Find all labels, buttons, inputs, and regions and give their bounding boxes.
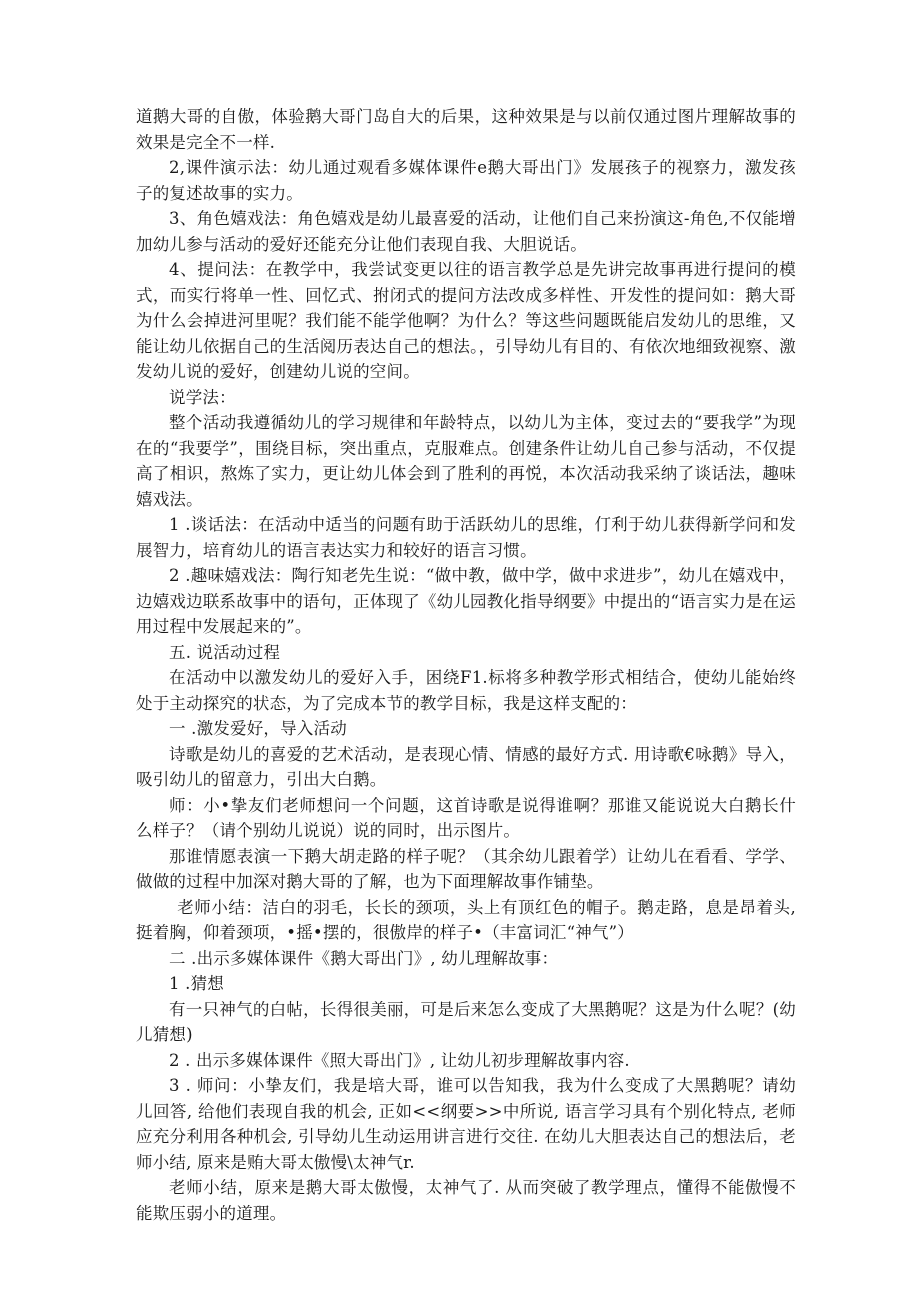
paragraph-1: 2,课件演示法：幼儿通过观看多媒体课件e鹅大哥出门》发展孩子的视察力，激发孩子的复述故事的实力。 [136,158,796,203]
list-item-show-courseware: 2 . 出示多媒体课件《照大哥出门》, 让幼儿初步理解故事内容. [169,1050,630,1070]
subheading-1: 一 .激发爱好，导入活动 [169,719,347,738]
paragraph-20: 老师小结，原来是鹅大哥太傲慢，太神气了. 从而突破了教学理点，懂得不能傲慢不能欺压弱小的道理。 [136,1178,796,1223]
section-heading-study-method: 说学法： [169,387,236,407]
paragraph-9: 在活动中以激发幼儿的爱好入手，困绕F1.标将多种教学形式相结合，使幼儿能始终处于主动探究的状态，为了完成本节的教学目标，我是这样支配的： [136,668,796,713]
subheading-2: 二 .出示多媒体课件《鹅大哥出门》, 幼儿理解故事： [169,948,559,968]
paragraph-2: 3、角色嬉戏法：角色嬉戏是幼儿最喜爱的活动，让他们自己来扮演这-角色,不仅能增加幼儿参与活动的爱好还能充分让他们表现自我、大胆说话。 [136,209,796,254]
paragraph-6: 1 .谈话法：在活动中适当的问题有助于活跃幼儿的思维，仃利于幼儿获得新学问和发展智力，培育幼儿的语言表达实力和较好的语言习惯。 [136,515,796,560]
list-item-guess: 1 .猜想 [169,974,224,993]
list-item-teacher-asks: 3 . 师问：小挚友们，我是培大哥，谁可以告知我，我为什么变成了大黑鹅呢？请幼儿回答, 给他们表现自我的机会, 正如<<纲要>>中所说, 语言学习具有个别化特点, 老师应充分利用各种机会, 引导幼儿生动运用讲言进行交往. 在幼儿大胆表达自己的想法后，老师小结, 原来是贿大哥太傲慢\太神气r. [136,1076,796,1172]
document-page [136,104,796,1226]
paragraph-11: 诗歌是幼儿的喜爱的艺术活动，是表现心情、情感的最好方式. 用诗歌€咏鹅》导入，吸引幼儿的留意力，引出大白鹅。 [136,744,796,789]
paragraph-7: 2 .趣味嬉戏法：陶行知老先生说：“做中教，做中学，做中求进步”，幼儿在嬉戏中，边嬉戏边联系故事中的语句，正体现了《幼儿园教化指导纲要》中提出的“语言实力是在运用过程中发展起来的”。 [136,566,796,636]
paragraph-12: 师：小•挚友们老师想问一个问题，这首诗歌是说得谁啊？那谁又能说说大白鹅长什么样子？（请个别幼儿说说）说的同时，出示图片。 [136,795,796,840]
paragraph-0: 道鹅大哥的自傲，体验鹅大哥门岛自大的后果，这种效果是与以前仅通过图片理解故事的效果是完全不一样. [136,107,796,152]
section-heading-activity-process: 五. 说活动过程 [169,642,281,662]
paragraph-5: 整个活动我遵循幼儿的学习规律和年龄特点，以幼儿为主体，变过去的“要我学”为现在的“我要学”，围绕目标，突出重点，克服难点。创建条件让幼儿自己参与活动，不仅提高了相识，熬炼了实力，更让幼儿体会到了胜利的再悦，本次活动我采纳了谈话法，趣味嬉戏法。 [136,413,796,509]
paragraph-3: 4、提问法：在教学中，我尝试变更以往的语言教学总是先讲完故事再进行提问的模式，而实行将单一性、回忆式、拊闭式的提问方法改成多样性、开发性的提问如：鹅大哥为什么会掉进河里呢？我们能不能学他啊？为什么？等这些问题既能启发幼儿的思维，又能让幼儿依据自己的生活阅历表达自己的想法。，引导幼儿有目的、有依次地细致视察、激发幼儿说的爱好，创建幼儿说的空间。 [136,260,796,381]
paragraph-17: 有一只神气的白帖，长得很美丽，可是后来怎么变成了大黑鹅呢？这是为什么呢？(幼儿猜想) [136,999,796,1044]
paragraph-14: 老师小结：洁白的羽毛，长长的颈项，头上有顶红色的帽子。鹅走路，息是昂着头, 挺着胸，仰着颈项，•摇•摆的，很傲岸的样子•（丰富词汇“神气”） [136,897,796,942]
paragraph-13: 那谁情愿表演一下鹅大胡走路的样子呢？（其余幼儿跟着学）让幼儿在看看、学学、做做的过程中加深对鹅大哥的了解，也为下面理解故事作铺垫。 [136,846,796,891]
